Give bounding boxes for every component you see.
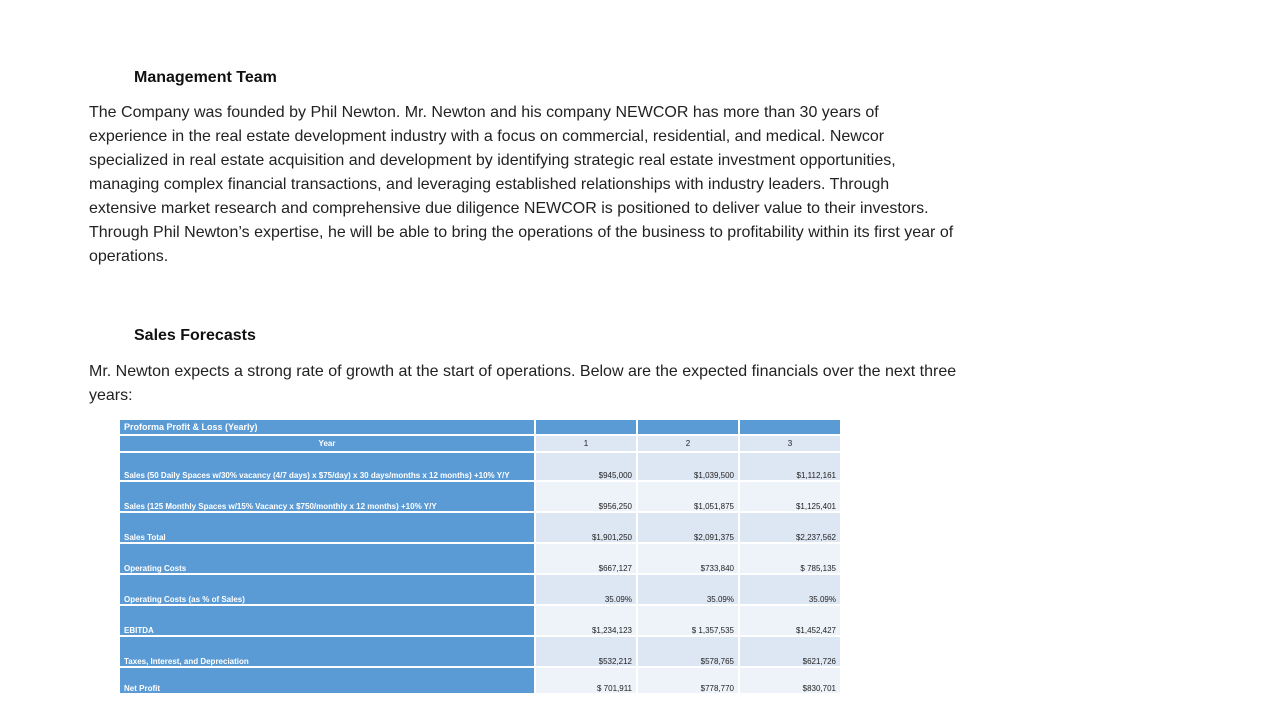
table-row bbox=[120, 606, 840, 635]
row-value: $ 701,911 bbox=[536, 668, 636, 693]
year-1: 1 bbox=[536, 436, 636, 451]
row-label: Sales (125 Monthly Spaces w/15% Vacancy x $750/monthly x 12 months) +10% Y/Y bbox=[120, 482, 534, 511]
row-value: $2,237,562 bbox=[740, 513, 840, 542]
row-value: $1,901,250 bbox=[536, 513, 636, 542]
title-blank-cell bbox=[638, 420, 738, 434]
row-value: $1,234,123 bbox=[536, 606, 636, 635]
sales-paragraph: Mr. Newton expects a strong rate of growth at the start of operations. Below are the expected financials over the next three years: bbox=[89, 363, 957, 404]
table-row bbox=[120, 482, 840, 511]
row-value: $532,212 bbox=[536, 637, 636, 666]
table-title: Proforma Profit & Loss (Yearly) bbox=[120, 420, 534, 434]
row-value: $1,452,427 bbox=[740, 606, 840, 635]
profit-loss-table bbox=[118, 418, 842, 695]
row-label: Operating Costs bbox=[120, 544, 534, 573]
table-title-row bbox=[120, 420, 840, 434]
table-row bbox=[120, 544, 840, 573]
row-value: $621,726 bbox=[740, 637, 840, 666]
year-3: 3 bbox=[740, 436, 840, 451]
row-label: EBITDA bbox=[120, 606, 534, 635]
row-value: $945,000 bbox=[536, 453, 636, 480]
row-value: $ 785,135 bbox=[740, 544, 840, 573]
table-row bbox=[120, 637, 840, 666]
row-value: 35.09% bbox=[638, 575, 738, 604]
row-value: $578,765 bbox=[638, 637, 738, 666]
row-label: Sales Total bbox=[120, 513, 534, 542]
table-row bbox=[120, 453, 840, 480]
row-value: $830,701 bbox=[740, 668, 840, 693]
title-blank-cell bbox=[536, 420, 636, 434]
management-heading: Management Team bbox=[134, 69, 277, 86]
row-value: 35.09% bbox=[740, 575, 840, 604]
row-value: $1,051,875 bbox=[638, 482, 738, 511]
sales-heading: Sales Forecasts bbox=[134, 327, 256, 344]
table-row bbox=[120, 513, 840, 542]
row-value: $778,770 bbox=[638, 668, 738, 693]
table-row bbox=[120, 575, 840, 604]
row-value: 35.09% bbox=[536, 575, 636, 604]
row-value: $ 1,357,535 bbox=[638, 606, 738, 635]
management-paragraph: The Company was founded by Phil Newton. Mr. Newton and his company NEWCOR has more than 30 years of experience in the real estate development industry with a focus on commercial, residential, and medical. Newcor specialized in real estate acquisition and development by identifying strategic real estate investment opportunities, managing complex financial transactions, and leveraging established relationships with industry leaders. Through extensive market research and comprehensive due diligence NEWCOR is positioned to deliver value to their investors. Through Phil Newton’s expertise, he will be able to bring the operations of the business to profitability within its first year of operations. bbox=[89, 104, 954, 265]
row-value: $2,091,375 bbox=[638, 513, 738, 542]
year-2: 2 bbox=[638, 436, 738, 451]
row-value: $667,127 bbox=[536, 544, 636, 573]
row-label: Taxes, Interest, and Depreciation bbox=[120, 637, 534, 666]
row-label: Net Profit bbox=[120, 668, 534, 693]
row-value: $1,125,401 bbox=[740, 482, 840, 511]
row-label: Sales (50 Daily Spaces w/30% vacancy (4/7 days) x $75/day) x 30 days/months x 12 months) +10% Y/Y bbox=[120, 453, 534, 480]
row-value: $1,039,500 bbox=[638, 453, 738, 480]
row-value: $956,250 bbox=[536, 482, 636, 511]
title-blank-cell bbox=[740, 420, 840, 434]
table-row bbox=[120, 668, 840, 693]
year-label: Year bbox=[120, 436, 534, 451]
year-row bbox=[120, 436, 840, 451]
row-label: Operating Costs (as % of Sales) bbox=[120, 575, 534, 604]
row-value: $733,840 bbox=[638, 544, 738, 573]
row-value: $1,112,161 bbox=[740, 453, 840, 480]
